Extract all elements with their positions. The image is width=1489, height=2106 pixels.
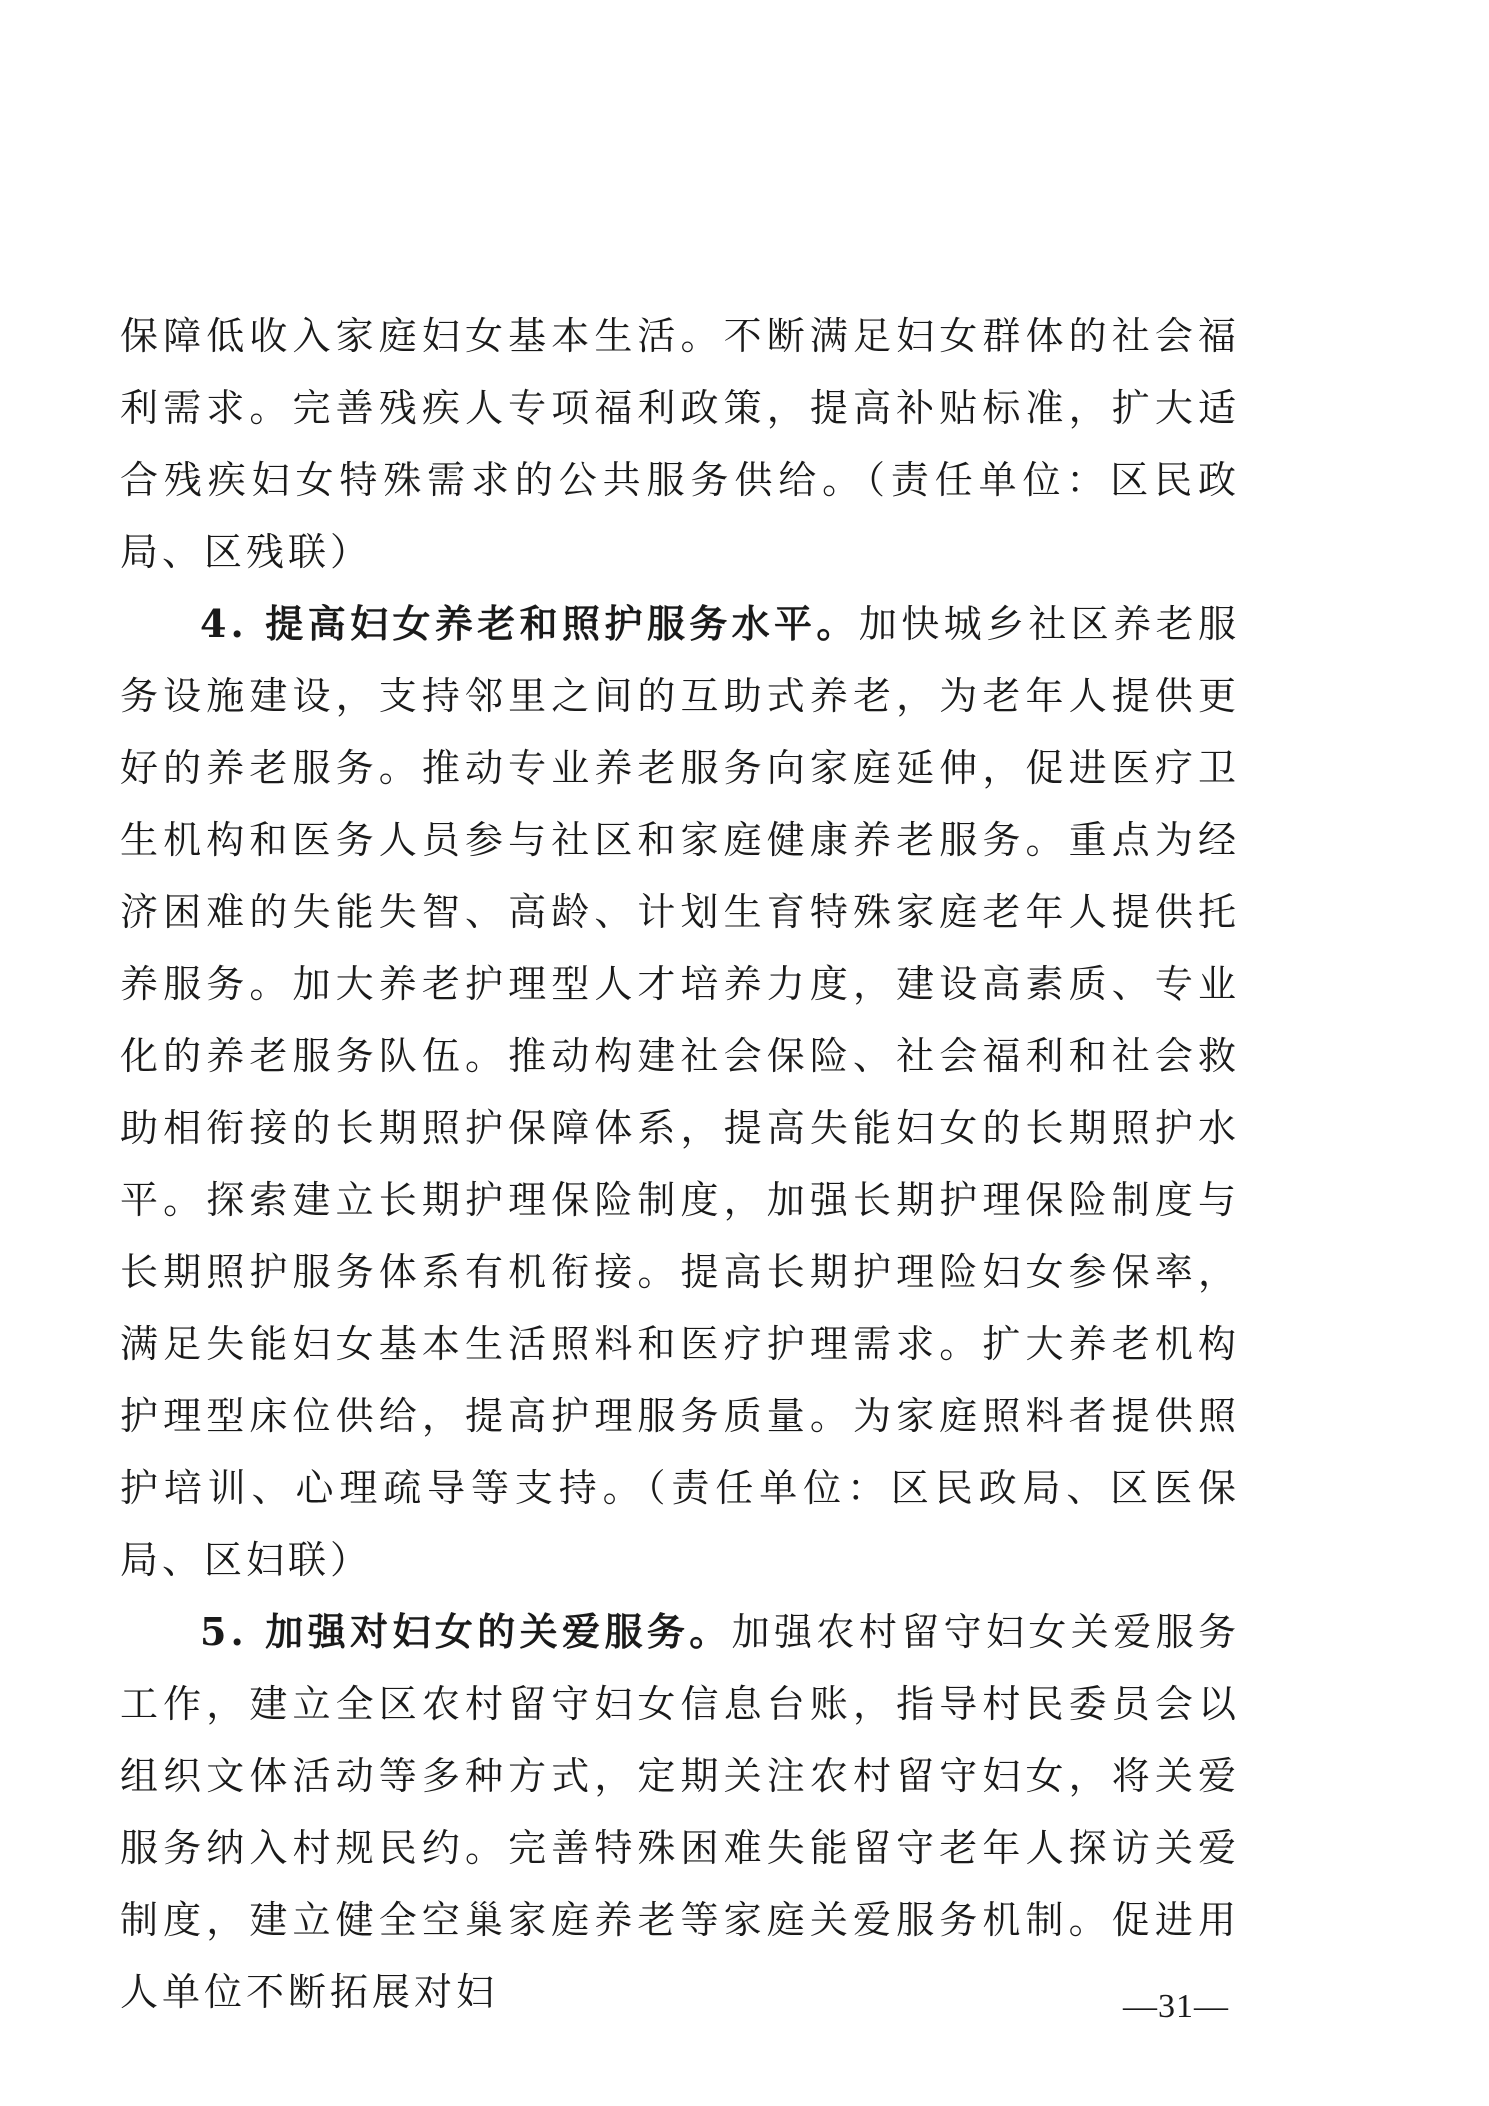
paragraph-care-services [120, 1596, 1240, 2028]
paragraph-heading: 4. 提高妇女养老和照护服务水平。 [200, 601, 859, 646]
paragraph-continuation [120, 300, 1240, 588]
paragraph-elderly-care [120, 588, 1240, 1596]
paragraph-heading: 5. 加强对妇女的关爱服务。 [200, 1609, 732, 1654]
paragraph-text: 保障低收入家庭妇女基本生活。不断满足妇女群体的社会福利需求。完善残疾人专项福利政策，提高补贴标准，扩大适合残疾妇女特殊需求的公共服务供给。（责任单位：区民政局、区残联） [120, 314, 1240, 574]
paragraph-text: 加快城乡社区养老服务设施建设，支持邻里之间的互助式养老，为老年人提供更好的养老服务。推动专业养老服务向家庭延伸，促进医疗卫生机构和医务人员参与社区和家庭健康养老服务。重点为经济困难的失能失智、高龄、计划生育特殊家庭老年人提供托养服务。加大养老护理型人才培养力度，建设高素质、专业化的养老服务队伍。推动构建社会保险、社会福利和社会救助相衔接的长期照护保障体系，提高失能妇女的长期照护水平。探索建立长期护理保险制度，加强长期护理保险制度与长期照护服务体系有机衔接。提高长期护理险妇女参保率，满足失能妇女基本生活照料和医疗护理需求。扩大养老机构护理型床位供给，提高护理服务质量。为家庭照料者提供照护培训、心理疏导等支持。（责任单位：区民政局、区医保局、区妇联） [120, 602, 1240, 1582]
page-number: —31— [1123, 1988, 1229, 2025]
document-body [120, 300, 1240, 2028]
paragraph-text: 加强农村留守妇女关爱服务工作，建立全区农村留守妇女信息台账，指导村民委员会以组织文体活动等多种方式，定期关注农村留守妇女，将关爱服务纳入村规民约。完善特殊困难失能留守老年人探访关爱制度，建立健全空巢家庭养老等家庭关爱服务机制。促进用人单位不断拓展对妇 [120, 1610, 1240, 2014]
